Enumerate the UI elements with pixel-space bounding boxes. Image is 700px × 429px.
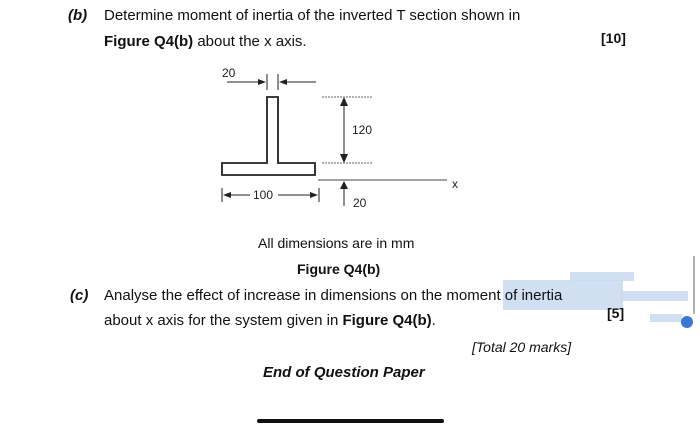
part-c-line2-pre: about x axis for the system given in (104, 312, 343, 329)
part-b-figure-ref: Figure Q4(b) (104, 33, 194, 50)
highlight-overlay-top (570, 272, 634, 281)
highlight-overlay-small (650, 314, 682, 322)
part-b-line1: Determine moment of inertia of the inverted T section shown in (104, 7, 521, 24)
dim-bottom-width-label: 100 (253, 188, 274, 202)
total-marks: [Total 20 marks] (472, 339, 572, 355)
part-c-line1: Analyse the effect of increase in dimensions on the moment of inertia (104, 287, 563, 304)
part-c-figure-ref: Figure Q4(b) (342, 312, 432, 329)
part-c-label: (c) (70, 287, 89, 304)
dim-thickness-label: 20 (353, 196, 367, 210)
x-axis-label: x (452, 177, 458, 191)
dim-thickness-arrowhead (340, 181, 348, 189)
dim-height-arrowhead-down (340, 154, 348, 163)
t-section-outline (222, 97, 315, 175)
end-of-paper: End of Question Paper (263, 364, 425, 381)
highlight-overlay-right (620, 291, 688, 301)
part-b-marks: [10] (601, 30, 626, 46)
part-c-line2-post: . (431, 312, 436, 329)
part-b-label: (b) (68, 7, 88, 24)
dim-height-arrowhead-up (340, 97, 348, 106)
scroll-handle-dot[interactable] (681, 316, 693, 328)
dim-bottom-arrowhead-left (223, 192, 231, 198)
part-b-line2-rest: about the x axis. (193, 33, 307, 50)
part-c-line2 (104, 312, 436, 329)
dim-top-arrowhead-left (258, 79, 266, 85)
dim-bottom-arrowhead-right (310, 192, 318, 198)
dim-top-arrowhead-right (279, 79, 287, 85)
dim-height-label: 120 (352, 123, 373, 137)
dim-top-width-label: 20 (222, 66, 236, 80)
figure-dimensions-note: All dimensions are in mm (258, 235, 415, 251)
home-indicator-bar[interactable] (257, 419, 444, 423)
scrollbar-track[interactable] (693, 256, 695, 314)
part-b-line2 (104, 33, 307, 50)
inverted-t-figure (210, 60, 480, 220)
part-c-marks: [5] (607, 305, 625, 321)
figure-caption: Figure Q4(b) (297, 261, 381, 277)
